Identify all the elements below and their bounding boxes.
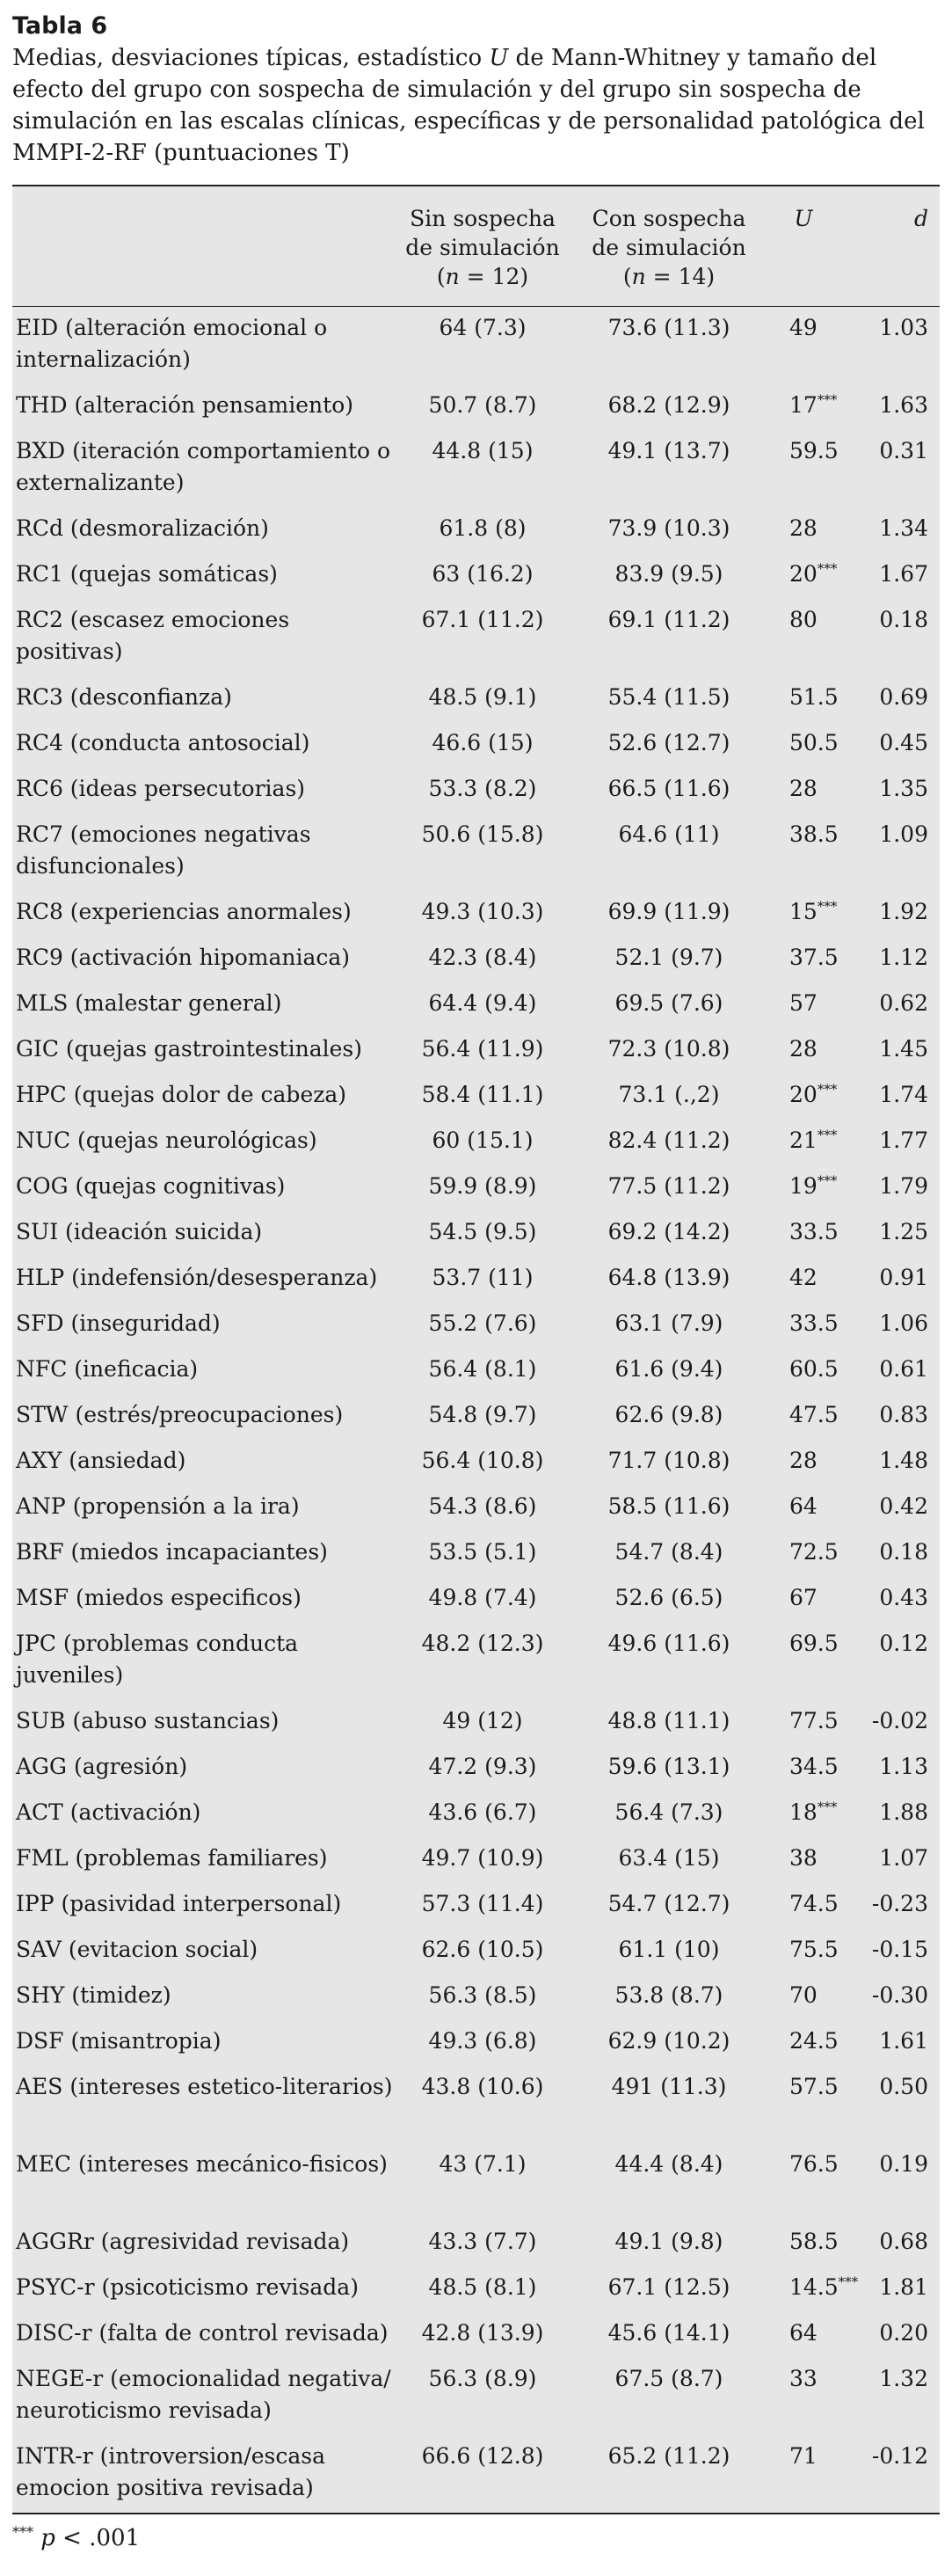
row-effect-size: 0.69 bbox=[879, 684, 928, 710]
row-con-sospecha: 56.4 (7.3) bbox=[614, 1799, 723, 1825]
table-row bbox=[12, 2020, 940, 2066]
row-con-sospecha: 66.5 (11.6) bbox=[607, 776, 730, 801]
table-row bbox=[12, 1700, 940, 1746]
row-label: NEGE-r (emocionalidad negativa/ neuroticismo revisada) bbox=[16, 2366, 391, 2423]
row-label: AXY (ansiedad) bbox=[16, 1448, 186, 1473]
row-u-value: 28 bbox=[789, 776, 818, 801]
row-con-sospecha: 69.5 (7.6) bbox=[614, 990, 723, 1016]
row-u-value: 51.5 bbox=[789, 684, 839, 710]
header-u: U bbox=[794, 206, 813, 231]
row-u-value: 71 bbox=[789, 2443, 818, 2469]
table-row bbox=[12, 1394, 940, 1440]
row-effect-size: 1.92 bbox=[879, 899, 928, 924]
table-row bbox=[12, 2066, 940, 2143]
row-con-sospecha: 491 (11.3) bbox=[611, 2074, 727, 2099]
row-con-sospecha: 61.6 (9.4) bbox=[614, 1356, 723, 1382]
row-label: MLS (malestar general) bbox=[16, 990, 282, 1016]
row-label: PSYC-r (psicoticismo revisada) bbox=[16, 2274, 359, 2300]
row-con-sospecha: 68.2 (12.9) bbox=[607, 392, 730, 418]
caption-part1: Medias, desviaciones típicas, estadístico bbox=[12, 45, 490, 71]
row-u-value: 67 bbox=[789, 1585, 818, 1610]
row-sin-sospecha: 53.3 (8.2) bbox=[428, 776, 537, 801]
table-row bbox=[12, 1929, 940, 1974]
row-u-value: 18 bbox=[789, 1799, 818, 1825]
row-con-sospecha: 64.6 (11) bbox=[618, 821, 720, 847]
row-effect-size: 1.06 bbox=[879, 1310, 928, 1336]
row-label: AGGRr (agresividad revisada) bbox=[16, 2229, 350, 2254]
table-row bbox=[12, 2435, 940, 2513]
table-row bbox=[12, 1746, 940, 1792]
row-con-sospecha: 49.6 (11.6) bbox=[607, 1631, 730, 1656]
row-u-value: 42 bbox=[789, 1265, 818, 1290]
row-con-sospecha: 69.1 (11.2) bbox=[607, 607, 730, 632]
row-label: MSF (miedos especificos) bbox=[16, 1585, 302, 1610]
row-con-sospecha: 64.8 (13.9) bbox=[607, 1265, 730, 1290]
row-u-value: 60.5 bbox=[789, 1356, 839, 1382]
row-effect-size: -0.12 bbox=[871, 2443, 928, 2469]
row-sin-sospecha: 56.4 (11.9) bbox=[421, 1036, 544, 1062]
row-sin-sospecha: 49.3 (10.3) bbox=[421, 899, 544, 924]
row-label: RC4 (conducta antosocial) bbox=[16, 730, 310, 755]
table-body bbox=[12, 307, 940, 2513]
table-row bbox=[12, 1883, 940, 1929]
table-header bbox=[12, 186, 940, 307]
row-label: COG (quejas cognitivas) bbox=[16, 1173, 286, 1199]
row-con-sospecha: 59.6 (13.1) bbox=[607, 1754, 730, 1779]
row-effect-size: 0.43 bbox=[879, 1585, 928, 1610]
row-effect-size: -0.02 bbox=[871, 1708, 928, 1733]
row-u-value: 14.5 bbox=[789, 2274, 839, 2300]
row-con-sospecha: 52.1 (9.7) bbox=[614, 945, 723, 970]
row-u-value: 59.5 bbox=[789, 438, 839, 463]
row-sin-sospecha: 53.5 (5.1) bbox=[428, 1539, 537, 1565]
row-effect-size: 1.32 bbox=[879, 2366, 928, 2391]
row-u-value: 50.5 bbox=[789, 730, 839, 755]
table-row bbox=[12, 982, 940, 1028]
table-row bbox=[12, 891, 940, 937]
row-label: RC2 (escasez emociones positivas) bbox=[16, 607, 290, 664]
table-row bbox=[12, 1211, 940, 1257]
row-con-sospecha: 54.7 (8.4) bbox=[614, 1539, 723, 1565]
row-effect-size: 1.13 bbox=[879, 1754, 928, 1779]
row-sin-sospecha: 48.5 (9.1) bbox=[428, 684, 537, 710]
row-label: DSF (misantropia) bbox=[16, 2028, 222, 2054]
row-u-value: 15 bbox=[789, 899, 818, 924]
row-sin-sospecha: 50.6 (15.8) bbox=[421, 821, 544, 847]
row-effect-size: 1.79 bbox=[879, 1173, 928, 1199]
row-u-value: 74.5 bbox=[789, 1891, 839, 1916]
row-con-sospecha: 73.6 (11.3) bbox=[607, 315, 730, 340]
table-row bbox=[12, 1440, 940, 1485]
row-label: RC8 (experiencias anormales) bbox=[16, 899, 352, 924]
table-row bbox=[12, 1577, 940, 1623]
row-significance-marker: *** bbox=[817, 1081, 838, 1098]
row-label: AGG (agresión) bbox=[16, 1754, 188, 1779]
header-sin-n: (n = 12) bbox=[436, 264, 529, 289]
table-row bbox=[12, 1485, 940, 1531]
table-row bbox=[12, 1120, 940, 1165]
row-sin-sospecha: 49 (12) bbox=[442, 1708, 523, 1733]
caption-part2: de Mann-Whitney y tamaño del efecto del grupo con sospecha de simulación y del grupo sin sospecha de simulación en las escalas clínicas, específicas y de personalidad patológica del MMPI-2-RF (puntuaciones T) bbox=[12, 45, 925, 166]
table-row bbox=[12, 2358, 940, 2435]
row-label: DISC-r (falta de control revisada) bbox=[16, 2320, 389, 2346]
row-effect-size: 1.48 bbox=[879, 1448, 928, 1473]
row-label: GIC (quejas gastrointestinales) bbox=[16, 1036, 362, 1062]
row-con-sospecha: 45.6 (14.1) bbox=[607, 2320, 730, 2346]
table-row bbox=[12, 1303, 940, 1348]
row-con-sospecha: 63.1 (7.9) bbox=[614, 1310, 723, 1336]
header-sin-line2: de simulación bbox=[405, 235, 560, 260]
table-row bbox=[12, 599, 940, 676]
row-u-value: 20 bbox=[789, 561, 818, 587]
row-label: BRF (miedos incapaciantes) bbox=[16, 1539, 328, 1565]
row-sin-sospecha: 49.8 (7.4) bbox=[428, 1585, 537, 1610]
row-u-value: 20 bbox=[789, 1082, 818, 1107]
row-label: ACT (activación) bbox=[16, 1799, 201, 1825]
table-row bbox=[12, 1837, 940, 1883]
header-sin-sospecha bbox=[395, 204, 570, 291]
row-effect-size: 0.68 bbox=[879, 2229, 928, 2254]
row-u-value: 38 bbox=[789, 1845, 818, 1871]
row-con-sospecha: 83.9 (9.5) bbox=[614, 561, 723, 587]
row-con-sospecha: 44.4 (8.4) bbox=[614, 2151, 723, 2177]
row-label: INTR-r (introversion/escasa emocion positiva revisada) bbox=[16, 2443, 326, 2500]
row-sin-sospecha: 59.9 (8.9) bbox=[428, 1173, 537, 1199]
table-row bbox=[12, 1531, 940, 1577]
row-con-sospecha: 61.1 (10) bbox=[618, 1937, 720, 1962]
row-con-sospecha: 77.5 (11.2) bbox=[607, 1173, 730, 1199]
row-label: ANP (propensión a la ira) bbox=[16, 1493, 300, 1519]
row-effect-size: 1.88 bbox=[879, 1799, 928, 1825]
row-label: HPC (quejas dolor de cabeza) bbox=[16, 1082, 347, 1107]
row-u-value: 76.5 bbox=[789, 2151, 839, 2177]
row-sin-sospecha: 50.7 (8.7) bbox=[428, 392, 537, 418]
row-u-value: 64 bbox=[789, 1493, 818, 1519]
row-sin-sospecha: 48.2 (12.3) bbox=[421, 1631, 544, 1656]
row-label: JPC (problemas conducta juveniles) bbox=[16, 1631, 299, 1688]
row-label: NFC (ineficacia) bbox=[16, 1356, 199, 1382]
row-effect-size: 0.50 bbox=[879, 2074, 928, 2099]
row-u-value: 33 bbox=[789, 2366, 818, 2391]
footnote bbox=[12, 2524, 140, 2552]
row-effect-size: -0.23 bbox=[871, 1891, 928, 1916]
row-u-value: 57.5 bbox=[789, 2074, 839, 2099]
row-con-sospecha: 49.1 (13.7) bbox=[607, 438, 730, 463]
row-effect-size: 1.25 bbox=[879, 1219, 928, 1244]
row-effect-size: 0.42 bbox=[879, 1493, 928, 1519]
table-row bbox=[12, 1165, 940, 1211]
row-label: MEC (intereses mecánico-fisicos) bbox=[16, 2151, 388, 2177]
row-u-value: 17 bbox=[789, 392, 818, 418]
row-label: RC6 (ideas persecutorias) bbox=[16, 776, 306, 801]
header-sin-line1: Sin sospecha bbox=[410, 206, 556, 231]
table-row bbox=[12, 1028, 940, 1074]
row-label: RC1 (quejas somáticas) bbox=[16, 561, 278, 587]
row-sin-sospecha: 42.8 (13.9) bbox=[421, 2320, 544, 2346]
row-u-value: 38.5 bbox=[789, 821, 839, 847]
row-sin-sospecha: 66.6 (12.8) bbox=[421, 2443, 544, 2469]
row-u-value: 37.5 bbox=[789, 945, 839, 970]
table-row bbox=[12, 937, 940, 982]
row-u-value: 70 bbox=[789, 1982, 818, 2008]
row-effect-size: 1.67 bbox=[879, 561, 928, 587]
row-sin-sospecha: 43.6 (6.7) bbox=[428, 1799, 537, 1825]
row-con-sospecha: 49.1 (9.8) bbox=[614, 2229, 723, 2254]
row-effect-size: 1.74 bbox=[879, 1082, 928, 1107]
row-effect-size: 0.83 bbox=[879, 1402, 928, 1427]
table-row bbox=[12, 1623, 940, 1700]
row-sin-sospecha: 47.2 (9.3) bbox=[428, 1754, 537, 1779]
row-effect-size: 0.18 bbox=[879, 1539, 928, 1565]
row-effect-size: 1.09 bbox=[879, 821, 928, 847]
table-row bbox=[12, 2266, 940, 2312]
row-sin-sospecha: 49.3 (6.8) bbox=[428, 2028, 537, 2054]
row-sin-sospecha: 56.4 (8.1) bbox=[428, 1356, 537, 1382]
row-u-value: 57 bbox=[789, 990, 818, 1016]
row-label: EID (alteración emocional o internalización) bbox=[16, 315, 328, 372]
table-row bbox=[12, 1074, 940, 1120]
row-sin-sospecha: 53.7 (11) bbox=[432, 1265, 534, 1290]
row-label: RC9 (activación hipomaniaca) bbox=[16, 945, 351, 970]
row-significance-marker: *** bbox=[817, 898, 838, 915]
row-con-sospecha: 55.4 (11.5) bbox=[607, 684, 730, 710]
row-con-sospecha: 72.3 (10.8) bbox=[607, 1036, 730, 1062]
row-con-sospecha: 62.9 (10.2) bbox=[607, 2028, 730, 2054]
row-u-value: 64 bbox=[789, 2320, 818, 2346]
table-row bbox=[12, 553, 940, 599]
row-u-value: 49 bbox=[789, 315, 818, 340]
row-sin-sospecha: 62.6 (10.5) bbox=[421, 1937, 544, 1962]
row-effect-size: 0.12 bbox=[879, 1631, 928, 1656]
table-row bbox=[12, 307, 940, 384]
table-row bbox=[12, 1974, 940, 2020]
row-significance-marker: *** bbox=[817, 560, 838, 577]
row-con-sospecha: 69.2 (14.2) bbox=[607, 1219, 730, 1244]
row-u-value: 75.5 bbox=[789, 1937, 839, 1962]
table-row bbox=[12, 2221, 940, 2266]
row-effect-size: 0.31 bbox=[879, 438, 928, 463]
table-row bbox=[12, 2312, 940, 2358]
row-u-value: 28 bbox=[789, 1448, 818, 1473]
table-title: Tabla 6 bbox=[12, 12, 108, 40]
row-sin-sospecha: 56.3 (8.5) bbox=[428, 1982, 537, 2008]
row-u-value: 21 bbox=[789, 1127, 818, 1153]
row-con-sospecha: 52.6 (12.7) bbox=[607, 730, 730, 755]
row-effect-size: 1.45 bbox=[879, 1036, 928, 1062]
row-label: THD (alteración pensamiento) bbox=[16, 392, 353, 418]
row-label: NUC (quejas neurológicas) bbox=[16, 1127, 317, 1153]
row-sin-sospecha: 43 (7.1) bbox=[439, 2151, 527, 2177]
row-effect-size: 1.81 bbox=[879, 2274, 928, 2300]
header-d: d bbox=[913, 206, 928, 231]
row-u-value: 33.5 bbox=[789, 1310, 839, 1336]
row-con-sospecha: 82.4 (11.2) bbox=[607, 1127, 730, 1153]
row-con-sospecha: 53.8 (8.7) bbox=[614, 1982, 723, 2008]
row-label: FML (problemas familiares) bbox=[16, 1845, 328, 1871]
row-effect-size: 0.91 bbox=[879, 1265, 928, 1290]
row-sin-sospecha: 54.5 (9.5) bbox=[428, 1219, 537, 1244]
row-significance-marker: *** bbox=[817, 1172, 838, 1189]
row-label: SHY (timidez) bbox=[16, 1982, 171, 2008]
table-row bbox=[12, 722, 940, 768]
table-row bbox=[12, 768, 940, 814]
row-sin-sospecha: 49.7 (10.9) bbox=[421, 1845, 544, 1871]
row-u-value: 28 bbox=[789, 515, 818, 541]
row-sin-sospecha: 43.8 (10.6) bbox=[421, 2074, 544, 2099]
row-sin-sospecha: 61.8 (8) bbox=[439, 515, 527, 541]
footnote-p: p bbox=[40, 2525, 55, 2551]
row-effect-size: 0.20 bbox=[879, 2320, 928, 2346]
row-u-value: 72.5 bbox=[789, 1539, 839, 1565]
row-effect-size: -0.15 bbox=[871, 1937, 928, 1962]
row-effect-size: 1.07 bbox=[879, 1845, 928, 1871]
row-con-sospecha: 67.1 (12.5) bbox=[607, 2274, 730, 2300]
row-sin-sospecha: 48.5 (8.1) bbox=[428, 2274, 537, 2300]
row-effect-size: 1.12 bbox=[879, 945, 928, 970]
row-significance-marker: *** bbox=[838, 2273, 859, 2290]
row-effect-size: 0.18 bbox=[879, 607, 928, 632]
row-con-sospecha: 69.9 (11.9) bbox=[607, 899, 730, 924]
table-row bbox=[12, 814, 940, 891]
row-label: RC3 (desconfianza) bbox=[16, 684, 232, 710]
row-effect-size: 1.34 bbox=[879, 515, 928, 541]
row-con-sospecha: 48.8 (11.1) bbox=[607, 1708, 730, 1733]
row-significance-marker: *** bbox=[817, 391, 838, 408]
row-sin-sospecha: 58.4 (11.1) bbox=[421, 1082, 544, 1107]
row-label: RCd (desmoralización) bbox=[16, 515, 269, 541]
table-row bbox=[12, 384, 940, 430]
row-sin-sospecha: 57.3 (11.4) bbox=[421, 1891, 544, 1916]
row-con-sospecha: 71.7 (10.8) bbox=[607, 1448, 730, 1473]
row-sin-sospecha: 55.2 (7.6) bbox=[428, 1310, 537, 1336]
row-label: BXD (iteración comportamiento o externalizante) bbox=[16, 438, 391, 495]
row-label: SUI (ideación suicida) bbox=[16, 1219, 263, 1244]
table-caption bbox=[12, 42, 940, 169]
row-significance-marker: *** bbox=[817, 1799, 838, 1815]
caption-u-symbol: U bbox=[489, 45, 509, 71]
row-con-sospecha: 65.2 (11.2) bbox=[607, 2443, 730, 2469]
table-row bbox=[12, 1257, 940, 1303]
row-effect-size: 1.03 bbox=[879, 315, 928, 340]
row-u-value: 58.5 bbox=[789, 2229, 839, 2254]
row-sin-sospecha: 64 (7.3) bbox=[439, 315, 527, 340]
header-con-line2: de simulación bbox=[592, 235, 746, 260]
row-sin-sospecha: 64.4 (9.4) bbox=[428, 990, 537, 1016]
row-u-value: 24.5 bbox=[789, 2028, 839, 2054]
table-row bbox=[12, 1348, 940, 1394]
row-label: SFD (inseguridad) bbox=[16, 1310, 221, 1336]
row-label: HLP (indefensión/desesperanza) bbox=[16, 1265, 378, 1290]
table-row bbox=[12, 676, 940, 722]
row-sin-sospecha: 56.4 (10.8) bbox=[421, 1448, 544, 1473]
header-con-n: (n = 14) bbox=[622, 264, 716, 289]
row-effect-size: 0.45 bbox=[879, 730, 928, 755]
row-u-value: 69.5 bbox=[789, 1631, 839, 1656]
row-label: STW (estrés/preocupaciones) bbox=[16, 1402, 344, 1427]
row-con-sospecha: 62.6 (9.8) bbox=[614, 1402, 723, 1427]
row-con-sospecha: 52.6 (6.5) bbox=[614, 1585, 723, 1610]
row-sin-sospecha: 63 (16.2) bbox=[432, 561, 534, 587]
row-label: SAV (evitacion social) bbox=[16, 1937, 258, 1962]
row-effect-size: 1.63 bbox=[879, 392, 928, 418]
row-effect-size: 0.61 bbox=[879, 1356, 928, 1382]
row-sin-sospecha: 54.8 (9.7) bbox=[428, 1402, 537, 1427]
footnote-stars: *** bbox=[12, 2523, 33, 2541]
row-con-sospecha: 54.7 (12.7) bbox=[607, 1891, 730, 1916]
row-label: IPP (pasividad interpersonal) bbox=[16, 1891, 342, 1916]
row-sin-sospecha: 67.1 (11.2) bbox=[421, 607, 544, 632]
row-con-sospecha: 58.5 (11.6) bbox=[607, 1493, 730, 1519]
row-sin-sospecha: 46.6 (15) bbox=[432, 730, 534, 755]
row-effect-size: 1.61 bbox=[879, 2028, 928, 2054]
row-sin-sospecha: 54.3 (8.6) bbox=[428, 1493, 537, 1519]
row-effect-size: -0.30 bbox=[871, 1982, 928, 2008]
row-u-value: 47.5 bbox=[789, 1402, 839, 1427]
table-row bbox=[12, 2143, 940, 2221]
table-bottom-rule bbox=[12, 2513, 940, 2514]
row-sin-sospecha: 42.3 (8.4) bbox=[428, 945, 537, 970]
header-con-line1: Con sospecha bbox=[592, 206, 746, 231]
row-con-sospecha: 67.5 (8.7) bbox=[614, 2366, 723, 2391]
row-sin-sospecha: 60 (15.1) bbox=[432, 1127, 534, 1153]
row-label: AES (intereses estetico-literarios) bbox=[16, 2074, 393, 2099]
row-label: SUB (abuso sustancias) bbox=[16, 1708, 280, 1733]
row-u-value: 19 bbox=[789, 1173, 818, 1199]
row-con-sospecha: 63.4 (15) bbox=[618, 1845, 720, 1871]
row-con-sospecha: 73.9 (10.3) bbox=[607, 515, 730, 541]
table-row bbox=[12, 507, 940, 553]
row-effect-size: 0.19 bbox=[879, 2151, 928, 2177]
row-effect-size: 1.35 bbox=[879, 776, 928, 801]
row-label: RC7 (emociones negativas disfuncionales) bbox=[16, 821, 311, 879]
row-u-value: 34.5 bbox=[789, 1754, 839, 1779]
row-effect-size: 1.77 bbox=[879, 1127, 928, 1153]
footnote-text: < .001 bbox=[55, 2525, 141, 2551]
table-row bbox=[12, 1792, 940, 1837]
row-u-value: 77.5 bbox=[789, 1708, 839, 1733]
row-sin-sospecha: 43.3 (7.7) bbox=[428, 2229, 537, 2254]
header-con-sospecha bbox=[577, 204, 761, 291]
row-u-value: 33.5 bbox=[789, 1219, 839, 1244]
results-table bbox=[12, 185, 940, 2514]
row-effect-size: 0.62 bbox=[879, 990, 928, 1016]
row-con-sospecha: 73.1 (.,2) bbox=[618, 1082, 720, 1107]
row-significance-marker: *** bbox=[817, 1127, 838, 1143]
row-sin-sospecha: 56.3 (8.9) bbox=[428, 2366, 537, 2391]
table-row bbox=[12, 430, 940, 507]
row-u-value: 28 bbox=[789, 1036, 818, 1062]
row-sin-sospecha: 44.8 (15) bbox=[432, 438, 534, 463]
row-u-value: 80 bbox=[789, 607, 818, 632]
